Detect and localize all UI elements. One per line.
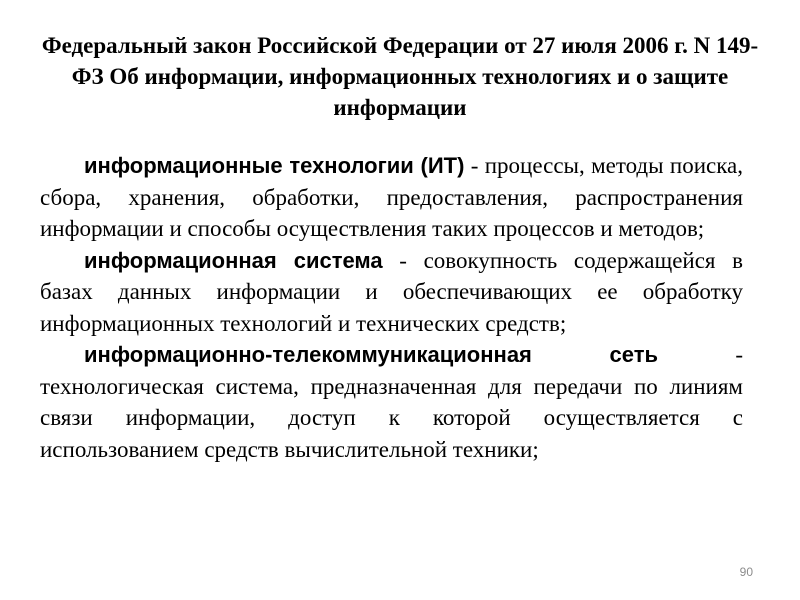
definitions-list bbox=[40, 150, 743, 465]
definition-term: информационно-телекоммуникационная сеть bbox=[84, 342, 659, 367]
definition-text: - технологическая система, предназначенная для передачи по линиям связи информации, доступ к которой осуществляется с использованием средств вычислительной техники; bbox=[40, 342, 743, 462]
definition-term: информационные технологии (ИТ) bbox=[84, 153, 465, 178]
definition-paragraph bbox=[40, 245, 743, 340]
definition-term: информационная система bbox=[84, 247, 383, 273]
slide-title: Федеральный закон Российской Федерации от 27 июля 2006 г. N 149-ФЗ Об информации, информационных технологиях и о защите информации bbox=[41, 33, 759, 120]
definition-paragraph bbox=[40, 339, 743, 465]
page-number: 90 bbox=[739, 565, 753, 579]
definition-text: - совокупность содержащейся в базах данных информации и обеспечивающих ее обработку информационных технологий и технических средств; bbox=[40, 247, 743, 336]
definition-paragraph bbox=[40, 150, 743, 245]
definition-text: - процессы, методы поиска, сбора, хранения, обработки, предоставления, распространения информации и способы осуществления таких процессов и методов; bbox=[40, 153, 744, 241]
